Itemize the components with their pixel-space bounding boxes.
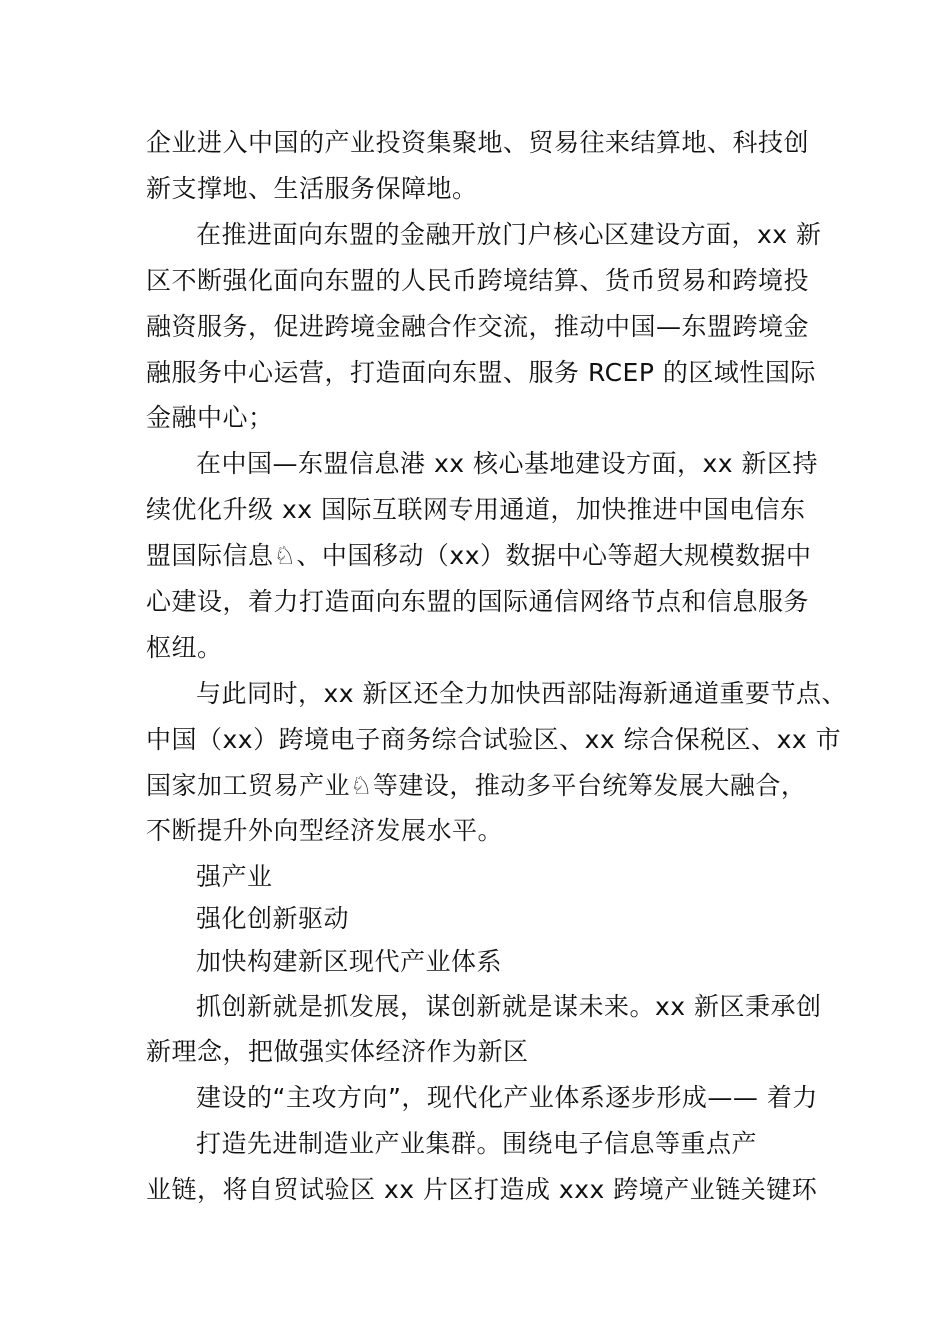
section-heading: 加快构建新区现代产业体系 <box>196 947 503 976</box>
text-line: 心建设，着力打造面向东盟的国际通信网络节点和信息服务 <box>146 587 810 616</box>
text-line: 抓创新就是抓发展，谋创新就是谋未来。xx 新区秉承创 <box>196 992 822 1021</box>
text-line: 不断提升外向型经济发展水平。 <box>146 816 504 845</box>
text-line: 续优化升级 xx 国际互联网专用通道，加快推进中国电信东 <box>146 495 806 524</box>
text-line: 融服务中心运营，打造面向东盟、服务 RCEP 的区域性国际 <box>146 358 816 387</box>
text-line: 盟国际信息♘、中国移动（xx）数据中心等超大规模数据中 <box>146 541 812 570</box>
text-line: 国家加工贸易产业♘等建设，推动多平台统筹发展大融合， <box>146 771 807 800</box>
text-line: 融资服务，促进跨境金融合作交流，推动中国—东盟跨境金 <box>146 312 810 341</box>
text-line: 打造先进制造业产业集群。围绕电子信息等重点产 <box>196 1129 758 1158</box>
text-line: 与此同时，xx 新区还全力加快西部陆海新通道重要节点、 <box>196 679 848 708</box>
text-line: 金融中心； <box>146 403 274 432</box>
text-line: 企业进入中国的产业投资集聚地、贸易往来结算地、科技创 <box>146 128 810 157</box>
section-heading: 强化创新驱动 <box>196 904 350 933</box>
text-line: 建设的“主攻方向”，现代化产业体系逐步形成—— 着力 <box>196 1083 818 1112</box>
text-line: 在中国—东盟信息港 xx 核心基地建设方面，xx 新区持 <box>196 449 819 478</box>
text-line: 区不断强化面向东盟的人民币跨境结算、货币贸易和跨境投 <box>146 266 810 295</box>
text-line: 新支撑地、生活服务保障地。 <box>146 174 478 203</box>
text-line: 枢纽。 <box>146 633 223 662</box>
text-line: 业链，将自贸试验区 xx 片区打造成 xxx 跨境产业链关键环 <box>146 1175 818 1204</box>
text-line: 中国（xx）跨境电子商务综合试验区、xx 综合保税区、xx 市 <box>146 725 842 754</box>
text-line: 新理念，把做强实体经济作为新区 <box>146 1037 529 1066</box>
section-heading: 强产业 <box>196 862 273 891</box>
text-line: 在推进面向东盟的金融开放门户核心区建设方面，xx 新 <box>196 220 822 249</box>
